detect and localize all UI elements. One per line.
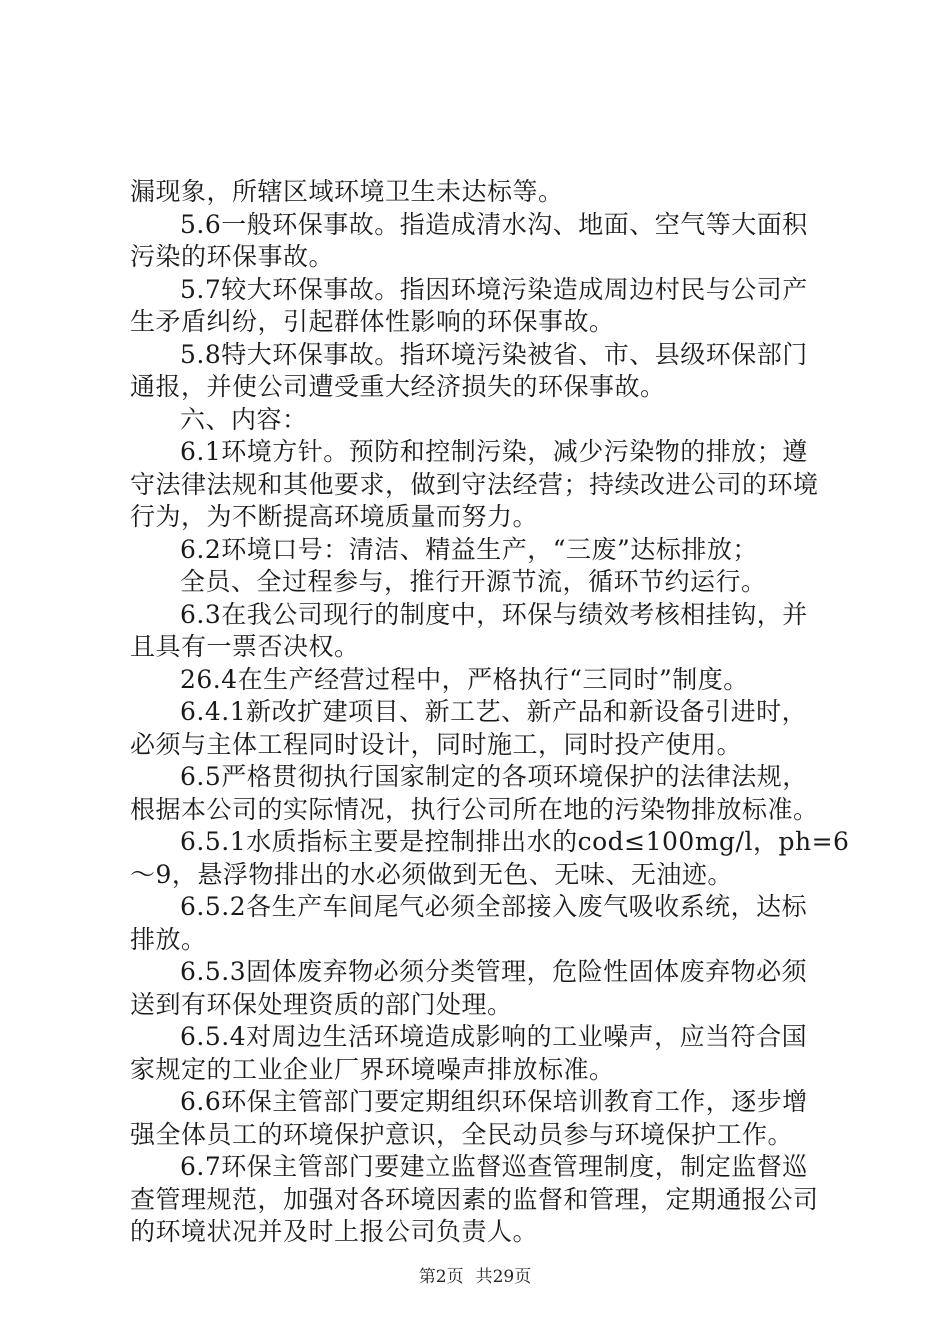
text-line: 污染的环保事故。 bbox=[130, 242, 335, 271]
text-line: 6.5.3固体废弃物必须分类管理，危险性固体废弃物必须 bbox=[180, 957, 808, 986]
text-line: 5.8特大环保事故。指环境污染被省、市、县级环保部门 bbox=[180, 339, 808, 369]
text-line: 六、内容： bbox=[180, 404, 308, 434]
text-line: 强全体员工的环境保护意识，全民动员参与环境保护工作。 bbox=[130, 1119, 794, 1149]
text-line: 的环境状况并及时上报公司负责人。 bbox=[130, 1217, 539, 1246]
text-line: 6.2环境口号：清洁、精益生产，“三废”达标排放； bbox=[180, 534, 758, 564]
text-line: 6.5.1水质指标主要是控制排出水的cod≤100mg/l，ph=6 bbox=[180, 827, 850, 856]
text-line: 6.3在我公司现行的制度中，环保与绩效考核相挂钩，并 bbox=[180, 599, 808, 629]
page-total: 共29页 bbox=[475, 1267, 532, 1287]
text-line: 全员、全过程参与，推行开源节流，循环节约运行。 bbox=[180, 567, 767, 596]
text-line: 6.1环境方针。预防和控制污染，减少污染物的排放；遵 bbox=[180, 437, 808, 466]
text-line: 且具有一票否决权。 bbox=[130, 632, 360, 661]
text-line: 通报，并使公司遭受重大经济损失的环保事故。 bbox=[130, 372, 666, 401]
text-line: 6.5严格贯彻执行国家制定的各项环境保护的法律法规， bbox=[180, 762, 808, 791]
text-line: ～9，悬浮物排出的水必须做到无色、无味、无油迹。 bbox=[130, 859, 733, 889]
text-line: 家规定的工业企业厂界环境噪声排放标准。 bbox=[130, 1054, 615, 1084]
page-footer bbox=[0, 1262, 950, 1287]
text-line: 5.7较大环保事故。指因环境污染造成周边村民与公司产 bbox=[180, 274, 808, 304]
text-line: 送到有环保处理资质的部门处理。 bbox=[130, 989, 513, 1019]
text-line: 5.6一般环保事故。指造成清水沟、地面、空气等大面积 bbox=[180, 209, 808, 239]
text-line: 守法律法规和其他要求，做到守法经营；持续改进公司的环境 bbox=[130, 469, 819, 499]
text-line: 6.7环保主管部门要建立监督巡查管理制度，制定监督巡 bbox=[180, 1152, 808, 1181]
text-line: 生矛盾纠纷，引起群体性影响的环保事故。 bbox=[130, 307, 615, 336]
text-line: 查管理规范，加强对各环境因素的监督和管理，定期通报公司 bbox=[130, 1184, 819, 1214]
page-number: 第2页 bbox=[418, 1267, 464, 1287]
text-line: 漏现象，所辖区域环境卫生未达标等。 bbox=[130, 177, 564, 206]
text-line: 6.6环保主管部门要定期组织环保培训教育工作，逐步增 bbox=[180, 1087, 808, 1116]
text-line: 排放。 bbox=[130, 924, 207, 954]
text-line: 行为，为不断提高环境质量而努力。 bbox=[130, 502, 539, 531]
text-line: 26.4在生产经营过程中，严格执行“三同时”制度。 bbox=[180, 664, 749, 694]
text-line: 根据本公司的实际情况，执行公司所在地的污染物排放标准。 bbox=[130, 794, 819, 824]
text-line: 6.5.2各生产车间尾气必须全部接入废气吸收系统，达标 bbox=[180, 892, 808, 921]
text-line: 必须与主体工程同时设计，同时施工，同时投产使用。 bbox=[130, 729, 743, 759]
text-line: 6.5.4对周边生活环境造成影响的工业噪声，应当符合国 bbox=[180, 1022, 808, 1051]
text-line: 6.4.1新改扩建项目、新工艺、新产品和新设备引进时， bbox=[180, 697, 808, 726]
document-body bbox=[130, 176, 850, 1249]
